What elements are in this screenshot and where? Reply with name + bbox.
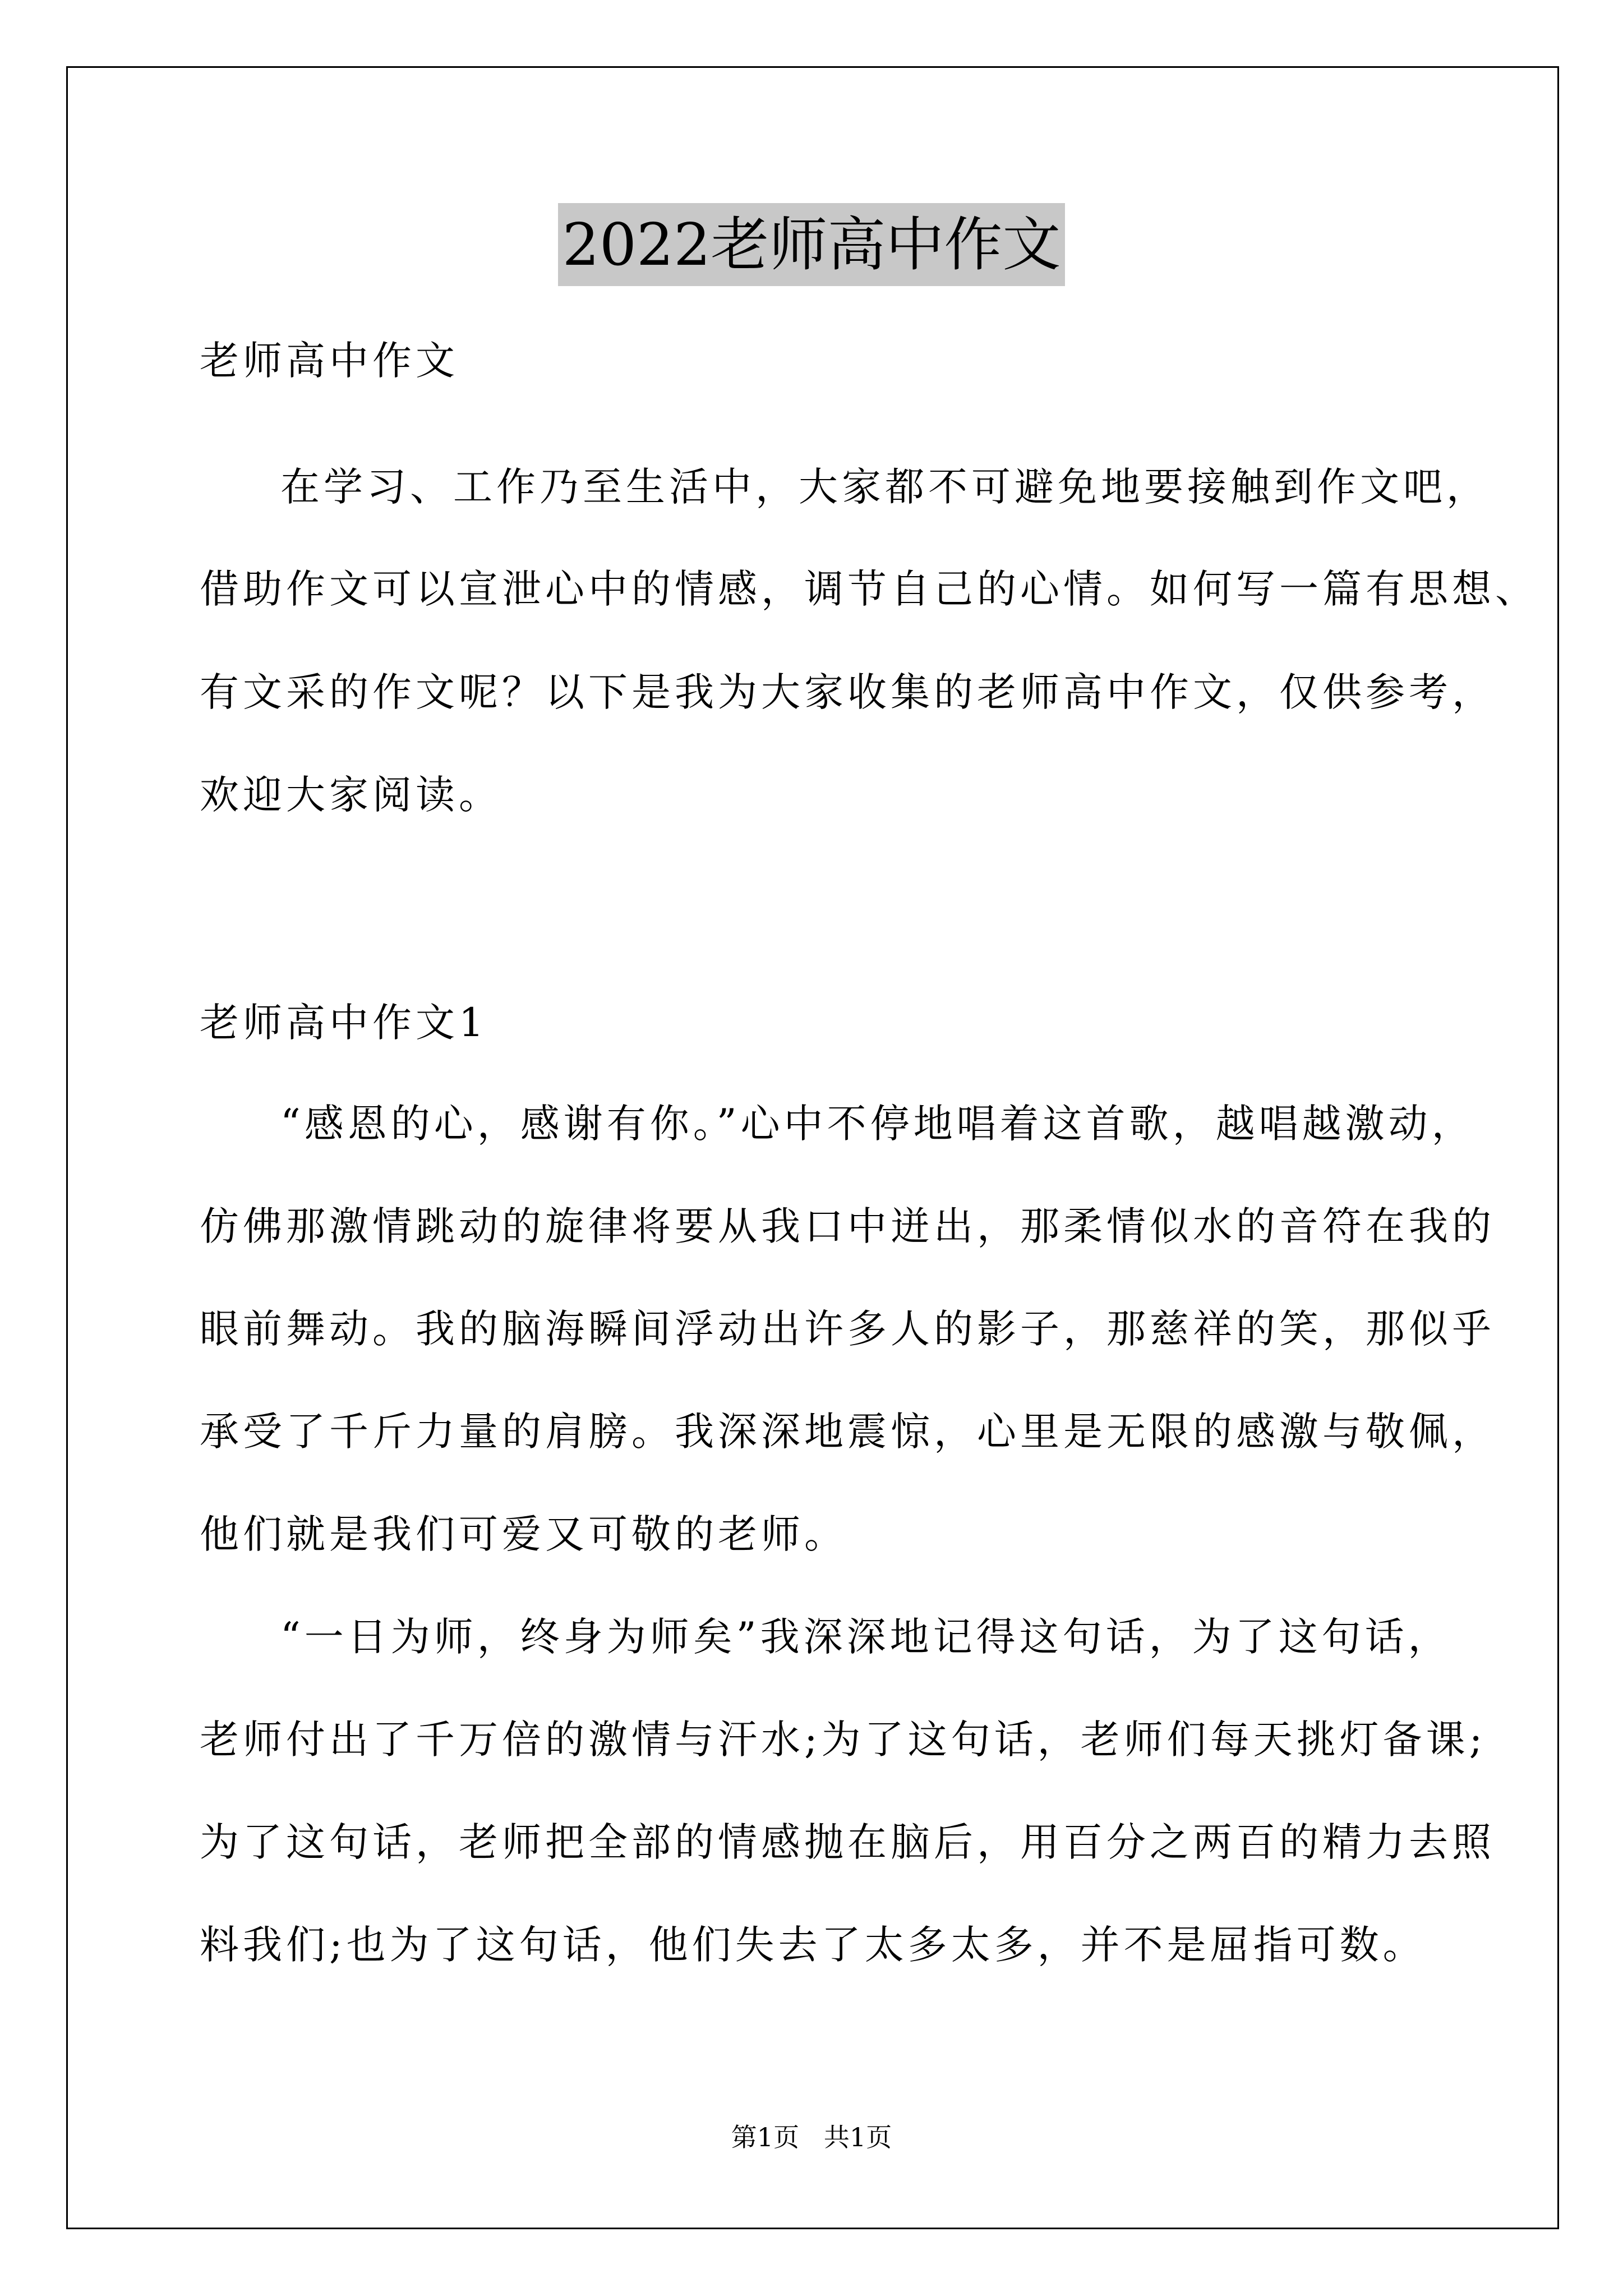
intro-line-4: 欢迎大家阅读。 [200, 772, 502, 818]
title-container [0, 203, 1623, 286]
document-title: 2022老师高中作文 [558, 203, 1066, 286]
para1-line-5: 他们就是我们可爱又可敬的老师。 [200, 1511, 847, 1557]
para1-line-4: 承受了千斤力量的肩膀。我深深地震惊，心里是无限的感激与敬佩， [200, 1409, 1495, 1455]
para1-line-2: 仿佛那激情跳动的旋律将要从我口中迸出，那柔情似水的音符在我的 [200, 1203, 1495, 1249]
intro-line-3: 有文采的作文呢？以下是我为大家收集的老师高中作文，仅供参考， [200, 669, 1495, 715]
intro-line-2: 借助作文可以宣泄心中的情感，调节自己的心情。如何写一篇有思想、 [200, 566, 1538, 612]
para2-line-3: 为了这句话，老师把全部的情感抛在脑后，用百分之两百的精力去照 [200, 1819, 1495, 1865]
para2-line-1: “一日为师，终身为师矣”我深深地记得这句话，为了这句话， [280, 1614, 1451, 1660]
para2-line-2: 老师付出了千万倍的激情与汗水;为了这句话，老师们每天挑灯备课; [200, 1717, 1487, 1763]
intro-line-1: 在学习、工作乃至生活中，大家都不可避免地要接触到作文吧， [280, 464, 1490, 510]
page-footer: 第1页 共1页 [731, 2122, 892, 2152]
section-heading: 老师高中作文1 [200, 1000, 488, 1046]
para1-line-1: “感恩的心，感谢有你。”心中不停地唱着这首歌，越唱越激动， [280, 1101, 1475, 1147]
subtitle: 老师高中作文 [200, 338, 459, 384]
para2-line-4: 料我们;也为了这句话，他们失去了太多太多，并不是屈指可数。 [200, 1922, 1426, 1968]
para1-line-3: 眼前舞动。我的脑海瞬间浮动出许多人的影子，那慈祥的笑，那似乎 [200, 1306, 1495, 1352]
